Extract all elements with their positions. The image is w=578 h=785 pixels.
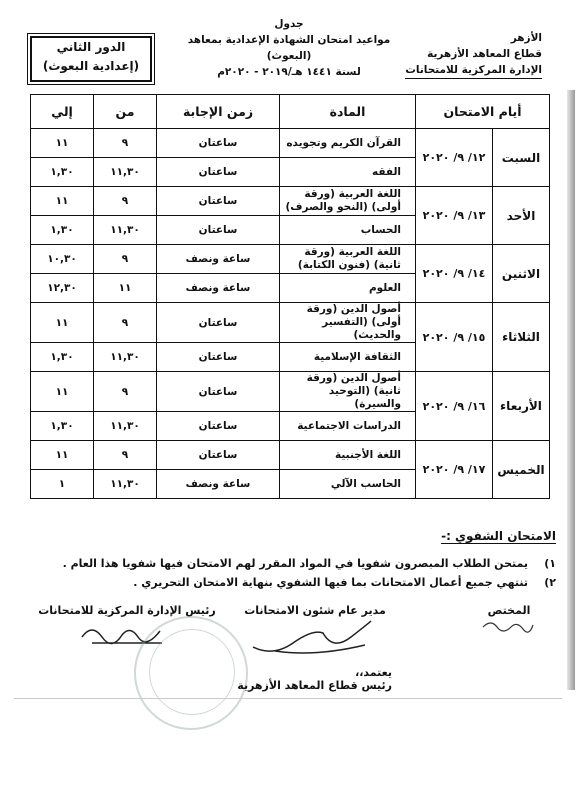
scan-edge-shadow — [567, 90, 575, 690]
list-item — [26, 573, 556, 592]
from-cell: ١١,٣٠ — [94, 412, 157, 441]
subject-cell: الثقافة الإسلامية — [280, 343, 416, 372]
signature-title: المختص — [487, 604, 531, 617]
exam-day: الخميس — [493, 441, 550, 499]
to-cell: ١١ — [31, 303, 94, 343]
signature-approval — [232, 666, 392, 692]
to-cell: ١١ — [31, 372, 94, 412]
exam-day: الأربعاء — [493, 372, 550, 441]
issuer-line-3: الإدارة المركزية للامتحانات — [405, 62, 542, 79]
handwritten-signature-2 — [245, 617, 385, 659]
duration-cell: ساعتان — [157, 216, 280, 245]
signature-specialist — [474, 604, 544, 636]
signature-title: مدير عام شئون الامتحانات — [244, 604, 386, 617]
duration-cell: ساعتان — [157, 303, 280, 343]
issuer-line-2: قطاع المعاهد الأزهرية — [427, 48, 542, 60]
subject-cell: القرآن الكريم وتجويده — [280, 129, 416, 158]
to-cell: ١,٣٠ — [31, 158, 94, 187]
table-row — [31, 187, 550, 216]
table-row — [31, 303, 550, 343]
from-cell: ١١,٣٠ — [94, 470, 157, 499]
issuer-line-1: الأزهر — [510, 32, 542, 44]
subject-cell: اللغة العربية (ورقة ثانية) (فنون الكتابة) — [280, 245, 416, 274]
exam-day: الأحد — [493, 187, 550, 245]
issuer-header — [405, 30, 542, 79]
session-line-1: الدور الثاني — [56, 40, 126, 54]
to-cell: ١,٣٠ — [31, 412, 94, 441]
table-row — [31, 441, 550, 470]
approval-label: يعتمد،، — [355, 666, 392, 679]
exam-day: الاثنين — [493, 245, 550, 303]
to-cell: ١,٣٠ — [31, 343, 94, 372]
from-cell: ٩ — [94, 372, 157, 412]
col-subject: المادة — [280, 95, 416, 129]
list-item-text: تنتهي جميع أعمال الامتحانات بما فيها الشفوي بنهاية الامتحان التحريري . — [133, 576, 528, 589]
col-to: إلي — [31, 95, 94, 129]
duration-cell: ساعتان — [157, 129, 280, 158]
col-from: من — [94, 95, 157, 129]
handwritten-signature-1 — [479, 617, 539, 633]
exam-day: السبت — [493, 129, 550, 187]
oral-exam-list — [26, 554, 556, 592]
col-duration: زمن الإجابة — [157, 95, 280, 129]
from-cell: ٩ — [94, 129, 157, 158]
subject-cell: الفقه — [280, 158, 416, 187]
from-cell: ١١,٣٠ — [94, 343, 157, 372]
duration-cell: ساعة ونصف — [157, 470, 280, 499]
table-header-row — [31, 95, 550, 129]
duration-cell: ساعة ونصف — [157, 245, 280, 274]
to-cell: ١١ — [31, 187, 94, 216]
to-cell: ١,٣٠ — [31, 216, 94, 245]
oral-exam-title: الامتحان الشفوي :- — [441, 529, 556, 543]
from-cell: ١١,٣٠ — [94, 216, 157, 245]
col-exam-days: أيام الامتحان — [416, 95, 550, 129]
to-cell: ١١ — [31, 441, 94, 470]
title-line-2: مواعيد امتحان الشهادة الإعدادية بمعاهد (البعوث) — [187, 34, 391, 62]
exam-schedule-table — [30, 94, 550, 499]
title-line-1: جدول — [274, 18, 304, 30]
exam-date: ١٣/ ٩/ ٢٠٢٠ — [416, 187, 493, 245]
list-item — [26, 554, 556, 573]
duration-cell: ساعتان — [157, 372, 280, 412]
title-line-3: لسنة ١٤٤١ هـ/٢٠١٩ - ٢٠٢٠م — [217, 66, 361, 78]
subject-cell: الدراسات الاجتماعية — [280, 412, 416, 441]
table-row — [31, 372, 550, 412]
signature-director — [230, 604, 400, 662]
duration-cell: ساعتان — [157, 441, 280, 470]
document-title — [164, 16, 414, 80]
official-stamp — [134, 616, 248, 730]
session-box — [30, 36, 152, 82]
to-cell: ١٠,٣٠ — [31, 245, 94, 274]
session-line-2: (إعدادية البعوث) — [42, 59, 140, 73]
signature-title: رئيس الإدارة المركزية للامتحانات — [38, 604, 216, 617]
subject-cell: اللغة العربية (ورقة أولى) (النحو والصرف) — [280, 187, 416, 216]
exam-date: ١٢/ ٩/ ٢٠٢٠ — [416, 129, 493, 187]
to-cell: ١١ — [31, 129, 94, 158]
from-cell: ٩ — [94, 245, 157, 274]
exam-day: الثلاثاء — [493, 303, 550, 372]
from-cell: ٩ — [94, 187, 157, 216]
from-cell: ١١ — [94, 274, 157, 303]
to-cell: ١٢,٣٠ — [31, 274, 94, 303]
exam-date: ١٧/ ٩/ ٢٠٢٠ — [416, 441, 493, 499]
table-row — [31, 129, 550, 158]
exam-date: ١٤/ ٩/ ٢٠٢٠ — [416, 245, 493, 303]
divider — [14, 698, 562, 699]
table-row — [31, 245, 550, 274]
duration-cell: ساعة ونصف — [157, 274, 280, 303]
duration-cell: ساعتان — [157, 343, 280, 372]
list-item-number: ٢) — [544, 576, 556, 589]
list-item-number: ١) — [544, 557, 556, 570]
subject-cell: العلوم — [280, 274, 416, 303]
subject-cell: الحاسب الآلي — [280, 470, 416, 499]
exam-date: ١٥/ ٩/ ٢٠٢٠ — [416, 303, 493, 372]
duration-cell: ساعتان — [157, 158, 280, 187]
subject-cell: الحساب — [280, 216, 416, 245]
document-page — [14, 6, 562, 696]
from-cell: ٩ — [94, 441, 157, 470]
signature-title: رئيس قطاع المعاهد الأزهرية — [237, 679, 392, 692]
subject-cell: اللغة الأجنبية — [280, 441, 416, 470]
to-cell: ١ — [31, 470, 94, 499]
duration-cell: ساعتان — [157, 412, 280, 441]
from-cell: ١١,٣٠ — [94, 158, 157, 187]
exam-date: ١٦/ ٩/ ٢٠٢٠ — [416, 372, 493, 441]
duration-cell: ساعتان — [157, 187, 280, 216]
subject-cell: أصول الدين (ورقة ثانية) (التوحيد والسيرة) — [280, 372, 416, 412]
list-item-text: يمتحن الطلاب المبصرون شفويا في المواد المقرر لهم الامتحان فيها شفويا هذا العام . — [62, 557, 528, 570]
subject-cell: أصول الدين (ورقة أولى) (التفسير والحديث) — [280, 303, 416, 343]
from-cell: ٩ — [94, 303, 157, 343]
table-body — [31, 129, 550, 499]
